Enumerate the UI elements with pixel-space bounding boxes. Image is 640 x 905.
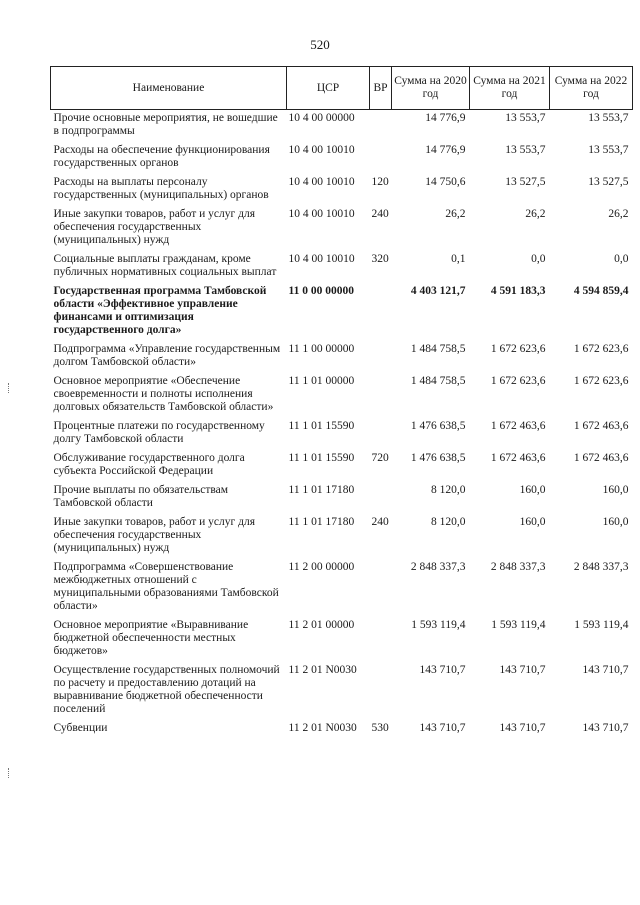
cell-sum-2021: 4 591 183,3 xyxy=(490,285,546,297)
table-row xyxy=(51,373,633,418)
table-row xyxy=(51,450,633,482)
cell-sum-2021: 143 710,7 xyxy=(499,664,546,676)
cell-sum-2021: 160,0 xyxy=(519,484,546,496)
cell-csr: 11 1 01 15590 xyxy=(288,420,355,432)
cell-sum-2022: 160,0 xyxy=(602,484,629,496)
cell-sum-2021: 26,2 xyxy=(525,208,546,220)
table-row xyxy=(51,206,633,251)
cell-csr: 11 2 01 N0030 xyxy=(288,722,357,734)
cell-vr: 720 xyxy=(371,452,389,464)
cell-sum-2022: 0,0 xyxy=(614,253,629,265)
cell-name: Иные закупки товаров, работ и услуг для обеспечения государственных (муниципальных) нужд xyxy=(53,208,255,246)
margin-mark xyxy=(8,768,11,778)
cell-name: Основное мероприятие «Выравнивание бюджетной обеспеченности местных бюджетов» xyxy=(53,619,249,657)
table-row xyxy=(51,142,633,174)
cell-sum-2020: 14 776,9 xyxy=(425,144,466,156)
cell-csr: 11 2 01 00000 xyxy=(288,619,355,631)
cell-vr xyxy=(370,341,392,373)
cell-sum-2022: 13 553,7 xyxy=(588,144,629,156)
cell-name: Подпрограмма «Управление государственным долгом Тамбовской области» xyxy=(53,343,281,368)
cell-vr xyxy=(370,418,392,450)
header-sum-2022: Сумма на 2022 год xyxy=(550,67,633,110)
cell-sum-2020: 1 476 638,5 xyxy=(410,452,466,464)
table-header xyxy=(51,67,633,110)
cell-vr xyxy=(370,559,392,617)
header-sum-2021: Сумма на 2021 год xyxy=(470,67,550,110)
cell-csr: 11 1 01 17180 xyxy=(288,484,355,496)
cell-sum-2022: 1 593 119,4 xyxy=(574,619,629,631)
cell-sum-2022: 4 594 859,4 xyxy=(573,285,629,297)
cell-name: Государственная программа Тамбовской области «Эффективное управление финансами и оптимизация государственного долга» xyxy=(53,285,267,336)
cell-sum-2020: 143 710,7 xyxy=(419,722,466,734)
cell-sum-2020: 26,2 xyxy=(445,208,466,220)
cell-sum-2022: 1 672 463,6 xyxy=(573,420,629,432)
cell-name: Прочие выплаты по обязательствам Тамбовской области xyxy=(53,484,229,509)
cell-sum-2021: 143 710,7 xyxy=(499,722,546,734)
cell-vr: 240 xyxy=(371,208,389,220)
cell-sum-2022: 1 672 463,6 xyxy=(573,452,629,464)
cell-sum-2020: 1 593 119,4 xyxy=(411,619,466,631)
cell-name: Основное мероприятие «Обеспечение своевременности и полноты исполнения долговых обязательств Тамбовской области» xyxy=(53,375,274,413)
cell-sum-2022: 13 553,7 xyxy=(588,112,629,124)
cell-vr xyxy=(370,482,392,514)
table-row xyxy=(51,559,633,617)
header-csr: ЦСР xyxy=(287,67,370,110)
header-name: Наименование xyxy=(51,67,287,110)
cell-name: Прочие основные мероприятия, не вошедшие в подпрограммы xyxy=(53,112,278,137)
cell-vr xyxy=(370,110,392,143)
cell-sum-2020: 0,1 xyxy=(451,253,466,265)
cell-sum-2020: 4 403 121,7 xyxy=(410,285,466,297)
cell-vr xyxy=(370,662,392,720)
table-row xyxy=(51,662,633,720)
table-body xyxy=(51,110,633,740)
header-vr: ВР xyxy=(370,67,392,110)
cell-sum-2020: 2 848 337,3 xyxy=(410,561,466,573)
cell-sum-2020: 8 120,0 xyxy=(431,484,466,496)
cell-sum-2020: 143 710,7 xyxy=(419,664,466,676)
cell-sum-2022: 13 527,5 xyxy=(588,176,629,188)
header-sum-2020: Сумма на 2020 год xyxy=(392,67,470,110)
cell-sum-2021: 160,0 xyxy=(519,516,546,528)
table-row xyxy=(51,174,633,206)
cell-sum-2021: 13 527,5 xyxy=(505,176,546,188)
cell-sum-2021: 13 553,7 xyxy=(505,112,546,124)
cell-sum-2022: 160,0 xyxy=(602,516,629,528)
cell-sum-2020: 1 484 758,5 xyxy=(410,343,466,355)
cell-csr: 11 2 01 N0030 xyxy=(288,664,357,676)
cell-name: Расходы на выплаты персоналу государственных (муниципальных) органов xyxy=(53,176,269,201)
cell-sum-2022: 143 710,7 xyxy=(582,664,629,676)
cell-sum-2022: 1 672 623,6 xyxy=(573,375,629,387)
table-row xyxy=(51,720,633,739)
cell-vr: 530 xyxy=(371,722,389,734)
cell-name: Процентные платежи по государственному долгу Тамбовской области xyxy=(53,420,265,445)
cell-name: Субвенции xyxy=(53,722,108,734)
cell-sum-2021: 1 672 623,6 xyxy=(490,343,546,355)
cell-sum-2022: 2 848 337,3 xyxy=(573,561,629,573)
cell-vr xyxy=(370,283,392,341)
cell-csr: 11 1 01 15590 xyxy=(288,452,355,464)
cell-name: Обслуживание государственного долга субъекта Российской Федерации xyxy=(53,452,245,477)
table-row xyxy=(51,617,633,662)
cell-vr: 240 xyxy=(371,516,389,528)
cell-sum-2021: 1 593 119,4 xyxy=(491,619,546,631)
cell-sum-2021: 13 553,7 xyxy=(505,144,546,156)
cell-sum-2020: 8 120,0 xyxy=(431,516,466,528)
margin-mark xyxy=(8,383,11,393)
budget-table xyxy=(50,66,633,739)
table-row xyxy=(51,418,633,450)
table-row xyxy=(51,110,633,143)
cell-vr xyxy=(370,373,392,418)
cell-sum-2021: 0,0 xyxy=(531,253,546,265)
cell-sum-2021: 1 672 623,6 xyxy=(490,375,546,387)
cell-sum-2021: 1 672 463,6 xyxy=(490,452,546,464)
cell-sum-2022: 1 672 623,6 xyxy=(573,343,629,355)
cell-csr: 11 1 01 00000 xyxy=(288,375,355,387)
cell-csr: 11 1 01 17180 xyxy=(288,516,355,528)
cell-csr: 10 4 00 10010 xyxy=(288,208,355,220)
cell-csr: 11 1 00 00000 xyxy=(288,343,355,355)
table-row xyxy=(51,283,633,341)
cell-sum-2021: 2 848 337,3 xyxy=(490,561,546,573)
cell-csr: 10 4 00 10010 xyxy=(288,144,355,156)
cell-vr: 120 xyxy=(371,176,389,188)
cell-name: Иные закупки товаров, работ и услуг для обеспечения государственных (муниципальных) нужд xyxy=(53,516,255,554)
cell-name: Социальные выплаты гражданам, кроме публичных нормативных социальных выплат xyxy=(53,253,277,278)
cell-name: Подпрограмма «Совершенствование межбюджетных отношений с муниципальными образованиями Тамбовской области» xyxy=(53,561,279,612)
cell-csr: 10 4 00 10010 xyxy=(288,176,355,188)
cell-sum-2020: 1 476 638,5 xyxy=(410,420,466,432)
table-row xyxy=(51,341,633,373)
cell-sum-2021: 1 672 463,6 xyxy=(490,420,546,432)
cell-name: Осуществление государственных полномочий по расчету и предоставлению дотаций на выравнивание бюджетной обеспеченности поселений xyxy=(53,664,280,715)
cell-vr: 320 xyxy=(371,253,389,265)
cell-vr xyxy=(370,617,392,662)
cell-sum-2020: 14 750,6 xyxy=(425,176,466,188)
page-number: 520 xyxy=(310,37,330,52)
table-row xyxy=(51,482,633,514)
cell-vr xyxy=(370,142,392,174)
cell-sum-2022: 26,2 xyxy=(608,208,629,220)
cell-csr: 10 4 00 00000 xyxy=(288,112,355,124)
table-row xyxy=(51,251,633,283)
cell-csr: 11 0 00 00000 xyxy=(288,285,354,297)
cell-sum-2020: 14 776,9 xyxy=(425,112,466,124)
cell-sum-2020: 1 484 758,5 xyxy=(410,375,466,387)
cell-name: Расходы на обеспечение функционирования государственных органов xyxy=(53,144,270,169)
table-row xyxy=(51,514,633,559)
cell-csr: 11 2 00 00000 xyxy=(288,561,355,573)
cell-csr: 10 4 00 10010 xyxy=(288,253,355,265)
cell-sum-2022: 143 710,7 xyxy=(582,722,629,734)
